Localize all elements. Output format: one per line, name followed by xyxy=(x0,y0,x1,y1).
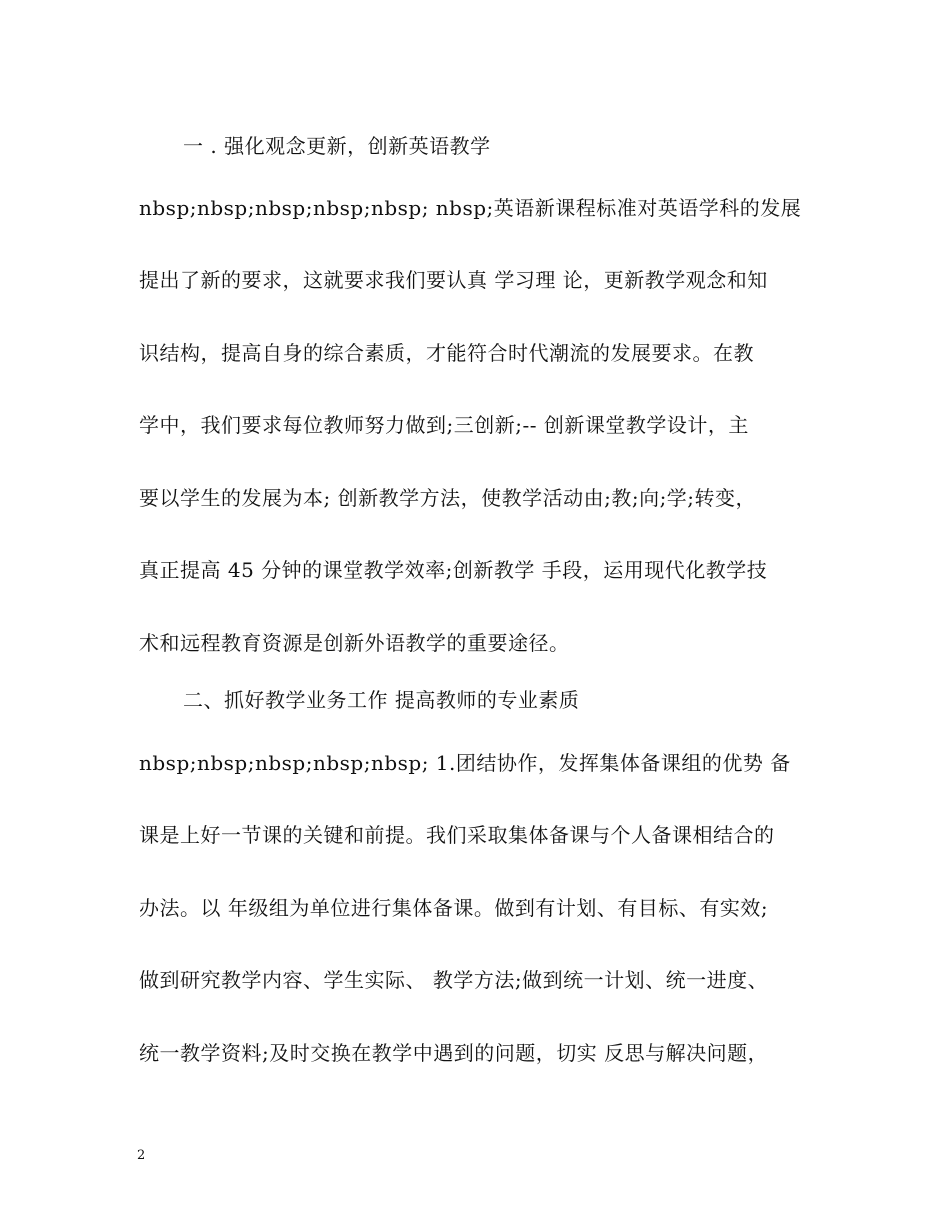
page-number: 2 xyxy=(137,1148,146,1163)
paragraph-line: nbsp;nbsp;nbsp;nbsp;nbsp; nbsp;英语新课程标准对英语学科的发展 xyxy=(139,196,802,220)
paragraph-line: 要以学生的发展为本; 创新教学方法，使教学活动由;教;向;学;转变， xyxy=(139,486,757,510)
paragraph-line: nbsp;nbsp;nbsp;nbsp;nbsp; 1.团结协作，发挥集体备课组的优势 备 xyxy=(139,751,791,775)
paragraph-line: 识结构，提高自身的综合素质，才能符合时代潮流的发展要求。在教 xyxy=(139,341,754,365)
paragraph-line: 学中，我们要求每位教师努力做到;三创新;-- 创新课堂教学设计，主 xyxy=(139,413,749,437)
paragraph-line: 术和远程教育资源是创新外语教学的重要途径。 xyxy=(139,631,570,655)
paragraph-line: 真正提高 45 分钟的课堂教学效率;创新教学 手段，运用现代化教学技 xyxy=(139,558,768,582)
paragraph-line: 办法。以 年级组为单位进行集体备课。做到有计划、有目标、有实效; xyxy=(139,896,769,920)
paragraph-line: 提出了新的要求，这就要求我们要认真 学习理 论，更新教学观念和知 xyxy=(139,268,768,292)
heading-section-2: 二、抓好教学业务工作 提高教师的专业素质 xyxy=(183,688,580,712)
heading-section-1: 一 . 强化观念更新，创新英语教学 xyxy=(183,134,491,158)
paragraph-line: 统一教学资料;及时交换在教学中遇到的问题，切实 反思与解决问题， xyxy=(139,1041,769,1065)
paragraph-line: 做到研究教学内容、学生实际、 教学方法;做到统一计划、统一进度、 xyxy=(139,968,769,992)
paragraph-line: 课是上好一节课的关键和前提。我们采取集体备课与个人备课相结合的 xyxy=(139,823,775,847)
